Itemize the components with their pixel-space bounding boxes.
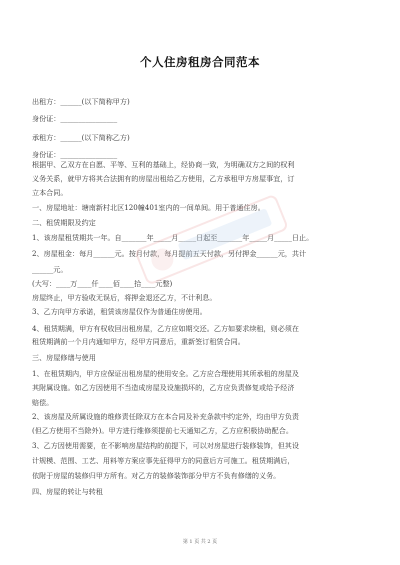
document-line: 义务关系，就甲方将其合法拥有的房屋出租给乙方使用，乙方承租甲方房屋事宜，订 (32, 174, 295, 183)
document-line: 身份证：________________ (32, 114, 118, 123)
document-line: 1、在租赁期内，甲方应保证出租房屋的使用安全。乙方应合理使用其所承租的房屋及 (32, 369, 299, 378)
document-line: (但乙方使用不当除外)。甲方进行维修须提前七天通知乙方，乙方应积极协助配合。 (32, 426, 293, 435)
document-line: 承租方：______(以下简称乙方) (32, 133, 130, 142)
document-line: 赔偿。 (32, 398, 54, 407)
document-line: 依附于房屋的装修归甲方所有。对乙方的装修装饰部分甲方不负有修缮的义务。 (32, 471, 281, 480)
document-line: 二、租赁期限及约定 (32, 218, 96, 227)
document-line: (大写：____万____仟____佰____拾____元整) (32, 279, 173, 288)
document-line: 身份证：________________ (32, 150, 118, 159)
document-line: ______元。 (32, 265, 68, 274)
document-line: 立本合同。 (32, 188, 68, 197)
document-title: 个人住房租房合同范本 (140, 55, 260, 69)
document-line: 4、租赁期满，甲方有权收回出租房屋，乙方应如期交还。乙方如要求续租，则必须在 (32, 324, 299, 333)
document-line: 房屋终止，甲方验收无误后，将押金退还乙方，不计利息。 (32, 293, 217, 302)
document-line: 根据甲、乙双方在自愿、平等、互利的基础上，经协商一致，为明确双方之间的权利 (32, 160, 295, 169)
document-line: 四、房屋的转让与转租 (32, 487, 103, 496)
document-line: 三、房屋修缮与使用 (32, 353, 96, 362)
document-line: 3、乙方向甲方承诺，租赁该房屋仅作为普通住房使用。 (32, 307, 207, 316)
page-footer: 第 1 页 共 2 页 (182, 539, 218, 545)
document-line: 出租方：______(以下简称甲方) (32, 97, 130, 106)
document-line: 2、房屋租金：每月______元。按月付款，每月提前五天付款，另付押金______元，共计 (32, 249, 307, 258)
document-line: 租赁期满前一个月内通知甲方，经甲方同意后，重新签订租赁合同。 (32, 337, 245, 346)
document-line: 1、该房屋租赁期共一年。自_______年_____月_____日起至_______年_____月_____日止。 (32, 233, 314, 242)
document-line: 3、乙方因使用需要，在不影响房屋结构的前提下，可以对房屋进行装修装饰，但其设 (32, 441, 299, 450)
document-line: 计规模、范围、工艺、用料等方案应事先征得甲方的同意后方可施工。租赁期满后， (32, 456, 295, 465)
document-line: 其附属设施。如乙方因使用不当造成房屋及设施损坏的，乙方应负责修复或给予经济 (32, 383, 295, 392)
document-line: 2、该房屋及所属设施的维修责任除双方在本合同及补充条款中约定外，均由甲方负责 (32, 412, 299, 421)
document-line: 一、房屋地址：塘南新村北区120幢401室内的一间单间。用于普通住房。 (32, 203, 265, 212)
